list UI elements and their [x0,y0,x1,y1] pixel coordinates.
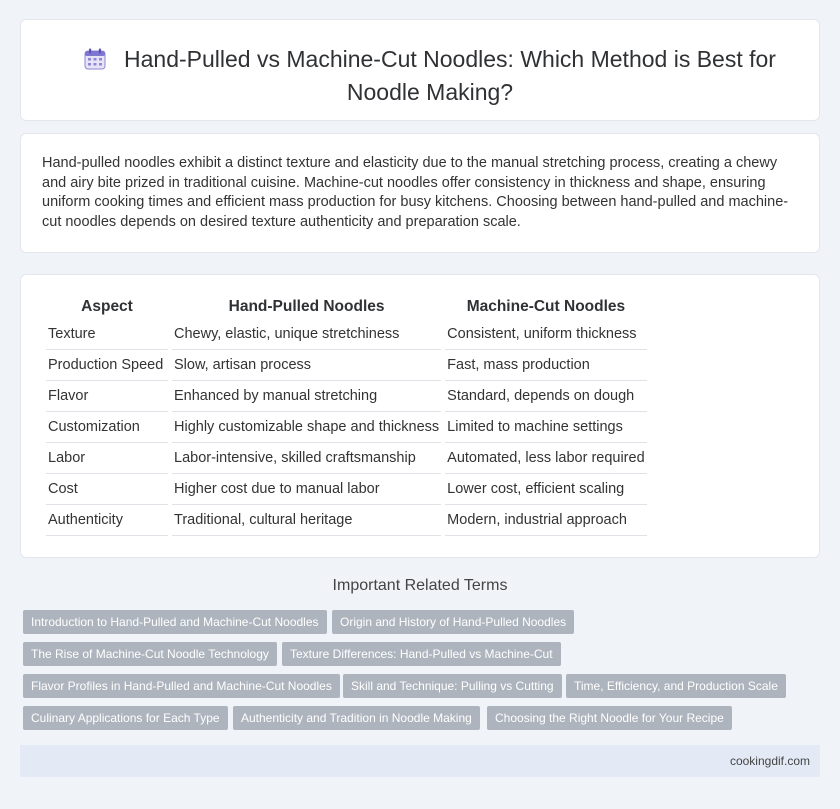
cell-aspect: Cost [46,474,168,505]
table-row [46,443,647,474]
cell-machine-cut: Standard, depends on dough [445,381,646,412]
table-row [46,381,647,412]
related-term-tag[interactable]: Culinary Applications for Each Type [23,706,228,730]
comparison-table [42,295,651,536]
footer [20,745,820,777]
footer-site-link[interactable]: cookingdif.com [729,754,810,768]
related-term-tag[interactable]: Texture Differences: Hand-Pulled vs Machine-Cut [282,642,561,666]
table-row [46,319,647,350]
cell-hand-pulled: Labor-intensive, skilled craftsmanship [172,443,441,474]
intro-card [20,133,820,253]
title-card [20,19,820,121]
cell-hand-pulled: Enhanced by manual stretching [172,381,441,412]
calendar-icon [84,47,106,77]
cell-hand-pulled: Slow, artisan process [172,350,441,381]
table-row [46,505,647,536]
comparison-card [20,274,820,558]
cell-machine-cut: Fast, mass production [445,350,646,381]
header-aspect: Aspect [81,298,133,315]
cell-aspect: Authenticity [46,505,168,536]
page-title-wrap [61,44,799,107]
header-hand-pulled: Hand-Pulled Noodles [228,298,385,315]
cell-machine-cut: Lower cost, efficient scaling [445,474,646,505]
cell-aspect: Customization [46,412,168,443]
cell-hand-pulled: Higher cost due to manual labor [172,474,441,505]
header-machine-cut: Machine-Cut Noodles [466,298,626,315]
related-term-tag[interactable]: Flavor Profiles in Hand-Pulled and Machine-Cut Noodles [23,674,340,698]
related-term-tag[interactable]: Authenticity and Tradition in Noodle Making [233,706,480,730]
related-term-tag[interactable]: The Rise of Machine-Cut Noodle Technology [23,642,277,666]
cell-hand-pulled: Chewy, elastic, unique stretchiness [172,319,441,350]
related-term-tag[interactable]: Time, Efficiency, and Production Scale [566,674,786,698]
table-row [46,412,647,443]
intro-paragraph: Hand-pulled noodles exhibit a distinct texture and elasticity due to the manual stretching process, creating a chewy and airy bite prized in traditional cuisine. Machine-cut noodles offer consistency in thickness and shape, ensuring uniform cooking times and efficient mass production for busy kitchens. Choosing between hand-pulled and machine-cut noodles depends on desired texture authenticity and preparation scale. [42,155,789,230]
table-row [46,350,647,381]
related-term-tag[interactable]: Introduction to Hand-Pulled and Machine-Cut Noodles [23,610,327,634]
page-title: Hand-Pulled vs Machine-Cut Noodles: Which Method is Best for Noodle Making? [124,46,776,105]
cell-machine-cut: Modern, industrial approach [445,505,646,536]
cell-aspect: Texture [46,319,168,350]
related-term-tag[interactable]: Origin and History of Hand-Pulled Noodles [332,610,574,634]
cell-machine-cut: Consistent, uniform thickness [445,319,646,350]
cell-aspect: Flavor [46,381,168,412]
cell-machine-cut: Automated, less labor required [445,443,646,474]
table-header-row [46,295,647,319]
related-terms-title: Important Related Terms [332,577,508,594]
cell-aspect: Production Speed [46,350,168,381]
table-row [46,474,647,505]
cell-hand-pulled: Traditional, cultural heritage [172,505,441,536]
cell-hand-pulled: Highly customizable shape and thickness [172,412,441,443]
cell-aspect: Labor [46,443,168,474]
cell-machine-cut: Limited to machine settings [445,412,646,443]
related-term-tag[interactable]: Choosing the Right Noodle for Your Recipe [487,706,732,730]
related-term-tag[interactable]: Skill and Technique: Pulling vs Cutting [343,674,562,698]
